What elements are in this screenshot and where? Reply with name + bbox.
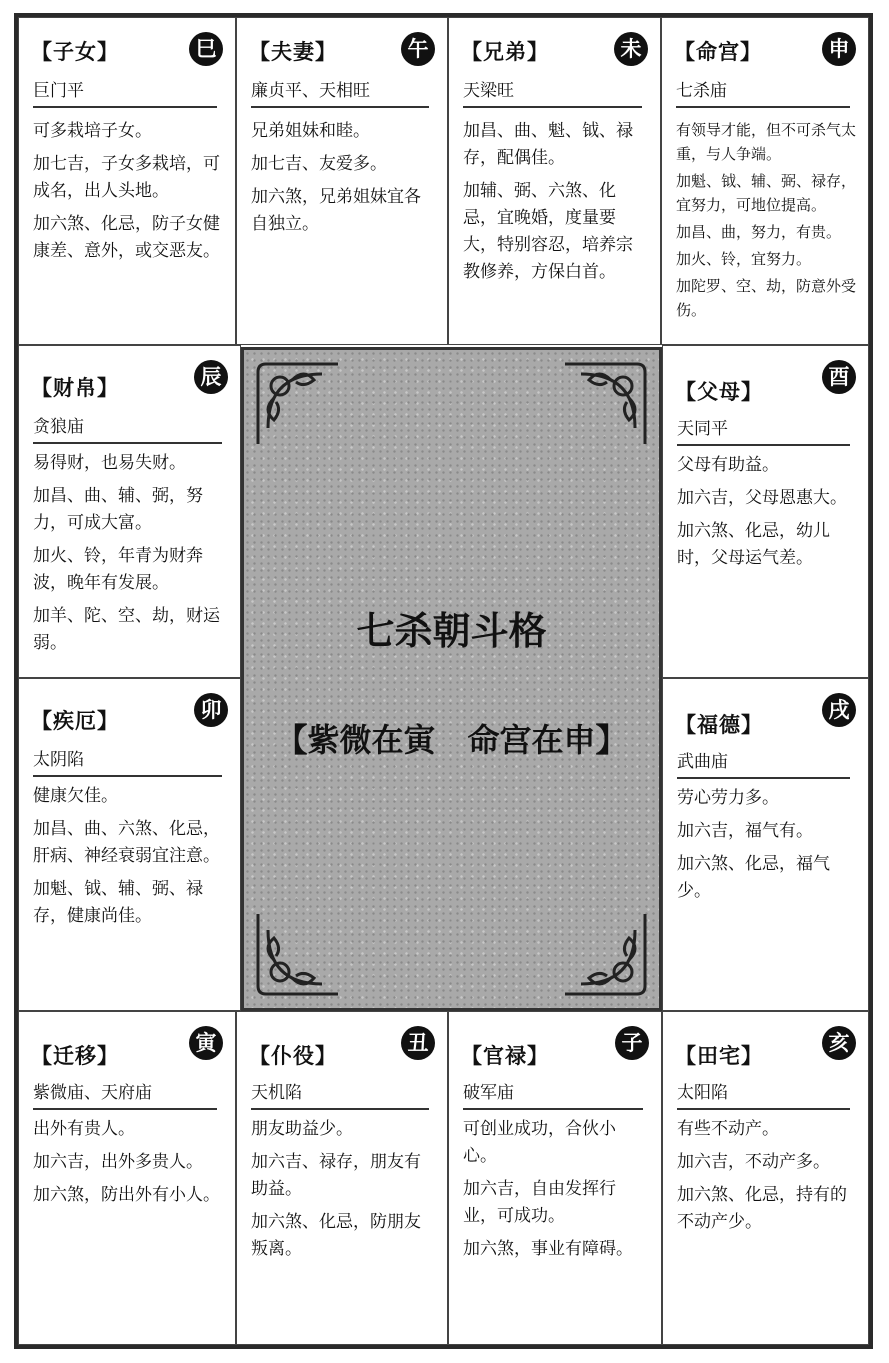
pattern-subtitle: 【紫微在寅 命宫在申】: [275, 721, 628, 759]
palace-text: [463, 118, 648, 292]
text-line: 加火、铃，宜努力。: [676, 250, 812, 268]
palace-qianyi: [18, 1011, 236, 1345]
palace-text: [677, 1116, 856, 1242]
branch-badge: 亥: [822, 1026, 856, 1060]
branch-badge: 子: [615, 1026, 649, 1060]
text-line: 加昌、曲，努力，有贵。: [676, 223, 842, 241]
palace-zinv: [18, 17, 236, 345]
text-line: 加七吉，子女多栽培，可成名，出人头地。: [33, 154, 220, 201]
text-line: 加火、铃，年青为财奔波，晚年有发展。: [33, 546, 203, 593]
branch-badge: 酉: [822, 360, 856, 394]
branch-badge: 午: [401, 32, 435, 66]
text-line: 加魁、钺、辅、弼、禄存，宜努力，可地位提高。: [676, 172, 857, 214]
text-line: 有些不动产。: [677, 1119, 779, 1139]
text-line: 加六吉、禄存，朋友有助益。: [251, 1152, 421, 1199]
text-line: 加辅、弼、六煞、化忌，宜晚婚，度量要大，特别容忍，培养宗教修养，方保白首。: [463, 181, 633, 282]
palace-chart: [14, 13, 873, 1349]
text-line: 加六煞、化忌，持有的不动产少。: [677, 1185, 847, 1232]
palace-title: 【兄弟】: [461, 40, 549, 64]
palace-text: [251, 118, 435, 244]
main-stars: 天梁旺: [463, 76, 642, 108]
text-line: 加六吉，自由发挥行业，可成功。: [463, 1179, 616, 1226]
palace-tianzhai: [662, 1011, 869, 1345]
text-line: 加昌、曲、六煞、化忌，肝病、神经衰弱宜注意。: [33, 819, 220, 866]
text-line: 父母有助益。: [677, 455, 779, 475]
palace-text: [463, 1116, 649, 1269]
branch-badge: 戌: [822, 693, 856, 727]
palace-xiongdi: [448, 17, 661, 345]
main-stars: 武曲庙: [677, 747, 850, 779]
corner-ornament-icon: [252, 908, 344, 1000]
palace-fumu: [662, 345, 869, 678]
palace-title: 【夫妻】: [249, 40, 337, 64]
main-stars: 太阴陷: [33, 745, 222, 777]
text-line: 加昌、曲、魁、钺、禄存，配偶佳。: [463, 121, 633, 168]
palace-fude: [662, 678, 869, 1011]
branch-badge: 巳: [189, 32, 223, 66]
palace-text: [676, 118, 856, 325]
text-line: 加昌、曲、辅、弼，努力，可成大富。: [33, 486, 203, 533]
palace-puyi: [236, 1011, 448, 1345]
text-line: 加六吉，不动产多。: [677, 1152, 830, 1172]
text-line: 出外有贵人。: [33, 1119, 135, 1139]
palace-text: [251, 1116, 435, 1269]
text-line: 加六煞，兄弟姐妹宜各自独立。: [251, 187, 421, 234]
palace-minggong: [661, 17, 869, 345]
palace-text: [33, 1116, 223, 1215]
main-stars: 贪狼庙: [33, 412, 222, 444]
main-stars: 天同平: [677, 414, 850, 446]
text-line: 加六吉，出外多贵人。: [33, 1152, 203, 1172]
text-line: 加六煞、化忌，防子女健康差、意外，或交恶友。: [33, 214, 220, 261]
palace-title: 【子女】: [31, 40, 119, 64]
main-stars: 廉贞平、天相旺: [251, 76, 429, 108]
text-line: 可多栽培子女。: [33, 121, 152, 141]
text-line: 兄弟姐妹和睦。: [251, 121, 370, 141]
palace-caibo: [18, 345, 241, 678]
palace-text: [677, 452, 856, 578]
text-line: 朋友助益少。: [251, 1119, 353, 1139]
pattern-title: 七杀朝斗格: [356, 608, 547, 653]
palace-text: [33, 450, 228, 663]
palace-text: [33, 783, 228, 936]
palace-title: 【仆役】: [249, 1044, 337, 1068]
text-line: 加六煞、化忌，幼儿时，父母运气差。: [677, 521, 830, 568]
palace-title: 【疾厄】: [31, 709, 119, 733]
palace-title: 【田宅】: [675, 1044, 763, 1068]
text-line: 加六吉，父母恩惠大。: [677, 488, 847, 508]
text-line: 加六煞，防出外有小人。: [33, 1185, 220, 1205]
center-panel: [241, 347, 662, 1011]
palace-title: 【官禄】: [461, 1044, 549, 1068]
palace-text: [33, 118, 223, 271]
palace-jie: [18, 678, 241, 1011]
palace-title: 【福德】: [675, 713, 763, 737]
corner-ornament-icon: [559, 908, 651, 1000]
main-stars: 破军庙: [463, 1078, 643, 1110]
palace-guanlu: [448, 1011, 662, 1345]
branch-badge: 丑: [401, 1026, 435, 1060]
branch-badge: 寅: [189, 1026, 223, 1060]
palace-title: 【迁移】: [31, 1044, 119, 1068]
text-line: 加六煞、化忌，防朋友叛离。: [251, 1212, 421, 1259]
main-stars: 天机陷: [251, 1078, 429, 1110]
palace-title: 【财帛】: [31, 376, 119, 400]
palace-text: [677, 785, 856, 911]
corner-ornament-icon: [252, 358, 344, 450]
main-stars: 太阳陷: [677, 1078, 850, 1110]
branch-badge: 辰: [194, 360, 228, 394]
text-line: 加羊、陀、空、劫，财运弱。: [33, 606, 220, 653]
text-line: 加六煞、化忌，福气少。: [677, 854, 830, 901]
main-stars: 巨门平: [33, 76, 217, 108]
palace-title: 【命宫】: [674, 40, 762, 64]
text-line: 加魁、钺、辅、弼、禄存，健康尚佳。: [33, 879, 203, 926]
corner-ornament-icon: [559, 358, 651, 450]
text-line: 有领导才能，但不可杀气太重，与人争端。: [676, 121, 857, 163]
branch-badge: 申: [822, 32, 856, 66]
text-line: 健康欠佳。: [33, 786, 118, 806]
branch-badge: 未: [614, 32, 648, 66]
text-line: 易得财，也易失财。: [33, 453, 186, 473]
text-line: 可创业成功，合伙小心。: [463, 1119, 616, 1166]
palace-fuqi: [236, 17, 448, 345]
text-line: 加六煞，事业有障碍。: [463, 1239, 633, 1259]
text-line: 加六吉，福气有。: [677, 821, 813, 841]
branch-badge: 卯: [194, 693, 228, 727]
main-stars: 紫微庙、天府庙: [33, 1078, 217, 1110]
text-line: 劳心劳力多。: [677, 788, 779, 808]
palace-title: 【父母】: [675, 380, 763, 404]
text-line: 加七吉、友爱多。: [251, 154, 387, 174]
text-line: 加陀罗、空、劫，防意外受伤。: [676, 277, 857, 319]
main-stars: 七杀庙: [676, 76, 850, 108]
